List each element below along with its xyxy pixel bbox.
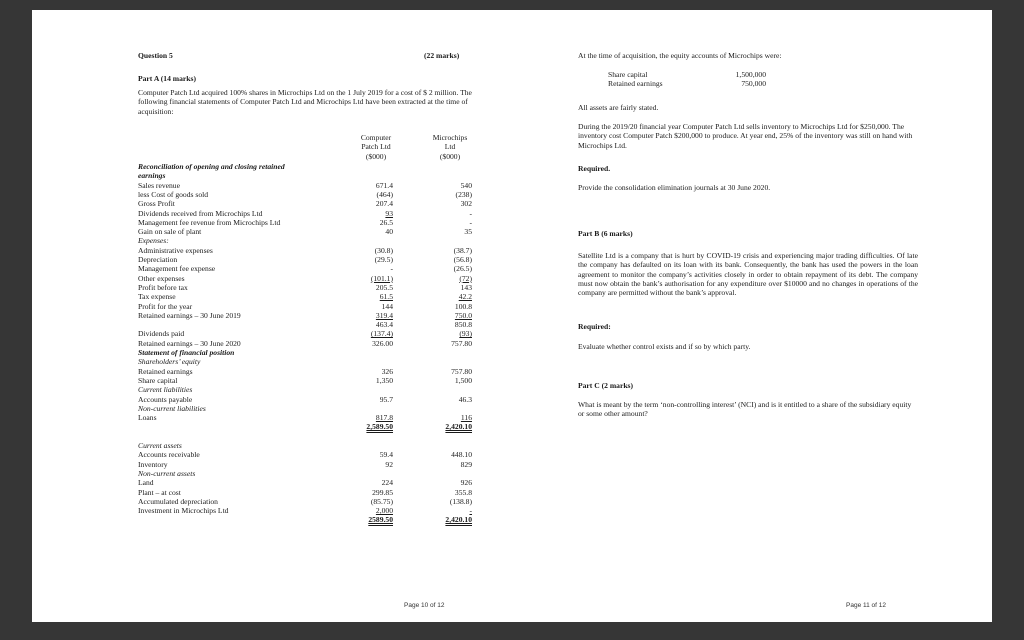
table-cell-computer-patch: 92 — [385, 459, 393, 469]
table-cell-computer-patch: 224 — [381, 478, 393, 488]
page-number-right: Page 11 of 12 — [846, 602, 886, 609]
table-row-label: Current assets — [138, 441, 182, 450]
table-cell-computer-patch: 326.00 — [372, 338, 393, 348]
table-cell-computer-patch: 2,000 — [375, 506, 393, 516]
table-cell-microchips: 540 — [460, 180, 472, 190]
inventory-paragraph: During the 2019/20 financial year Computer Patch Ltd sells inventory to Microchips Ltd for $250,000. The inventory cost Computer Patch $200,000 to produce. At year end, 25% of the inventory was still on hand with Microchips Ltd. — [578, 122, 913, 150]
equity-value-retained-earnings: 750,000 — [741, 79, 766, 88]
table-row-label: Reconciliation of opening and closing retained — [138, 162, 285, 171]
table-cell-microchips: 926 — [460, 478, 472, 488]
table-cell-computer-patch: (85.75) — [370, 496, 393, 506]
table-row-label: Dividends paid — [138, 329, 185, 339]
table-cell-computer-patch: 95.7 — [379, 394, 393, 404]
table-row-label: Dividends received from Microchips Ltd — [138, 208, 263, 218]
table-cell-computer-patch: 2,589.50 — [366, 422, 393, 432]
table-row-label: Loans — [138, 413, 157, 423]
table-row-label: Plant – at cost — [138, 487, 181, 497]
table-row-label: Shareholders’ equity — [138, 357, 201, 367]
table-cell-microchips: 2,420.10 — [445, 515, 472, 525]
table-cell-computer-patch: (101.1) — [370, 273, 393, 283]
col-b-header-line: Ltd — [444, 142, 456, 152]
table-row-label: Accounts payable — [138, 394, 193, 404]
table-cell-microchips: - — [469, 208, 472, 218]
table-row-label: Investment in Microchips Ltd — [138, 506, 229, 516]
table-row-label: Current liabilities — [138, 385, 193, 395]
table-row-label: Profit for the year — [138, 301, 193, 311]
table-cell-microchips: 42.2 — [458, 292, 472, 302]
table-row-label: Management fee revenue from Microchips Ltd — [138, 217, 281, 227]
table-cell-microchips: (26.5) — [453, 264, 472, 274]
table-cell-computer-patch: 1,350 — [375, 375, 393, 385]
table-cell-microchips: 750.0 — [454, 310, 472, 320]
question-marks: (22 marks) — [424, 51, 460, 60]
column-header-computer-patch — [350, 133, 402, 161]
table-cell-microchips: 757.80 — [451, 366, 472, 376]
table-cell-microchips: 35 — [464, 227, 472, 237]
table-cell-microchips: 850.8 — [454, 320, 472, 330]
table-row-label: Gross Profit — [138, 199, 175, 209]
table-cell-microchips: (72) — [459, 273, 472, 283]
table-cell-microchips: (56.8) — [453, 255, 472, 264]
table-cell-computer-patch: (30.8) — [374, 245, 393, 255]
table-cell-microchips: 355.8 — [454, 487, 472, 497]
table-cell-microchips: (238) — [455, 189, 472, 199]
table-cell-microchips: - — [469, 217, 472, 227]
question-title: Question 5 — [138, 51, 173, 60]
col-a-header-line: Patch Ltd — [361, 142, 391, 152]
table-cell-computer-patch: 463.4 — [375, 320, 393, 330]
table-cell-computer-patch: (464) — [376, 189, 393, 199]
table-cell-microchips: 46.3 — [458, 394, 472, 404]
part-a-title: Part A (14 marks) — [138, 74, 196, 83]
table-cell-microchips: (93) — [459, 329, 472, 339]
table-cell-microchips: - — [469, 506, 472, 516]
table-cell-computer-patch: 59.4 — [379, 450, 393, 460]
col-b-header-line: ($000) — [439, 151, 461, 161]
table-cell-computer-patch: - — [390, 264, 393, 274]
table-row-label: Other expenses — [138, 273, 185, 283]
table-row-label: Retained earnings – 30 June 2020 — [138, 338, 241, 348]
equity-label-retained-earnings: Retained earnings — [608, 79, 663, 88]
table-cell-computer-patch: 93 — [385, 208, 393, 218]
column-header-microchips — [424, 133, 476, 161]
table-row-label: Land — [138, 478, 154, 488]
table-cell-microchips: 116 — [460, 413, 472, 423]
table-cell-microchips: 143 — [460, 282, 472, 292]
part-b-paragraph: Satellite Ltd is a company that is hurt by COVID-19 crisis and experiencing major trading difficulties. Of late the company has defaulted on its loan with its bank. Consequently, the bank has used the powers in the loan agreement to monitor the company’s activities closely in order to obtain repayment of its debt. The company must now obtain the bank’s authorisation for any expenditure over $10000 and no changes in operations of the company are permitted without the bank’s approval. — [578, 251, 918, 298]
table-row-label: Retained earnings – 30 June 2019 — [138, 310, 241, 320]
table-row-label: Depreciation — [138, 255, 178, 264]
col-b-header-line: Microchips — [432, 133, 468, 142]
table-cell-microchips: (38.7) — [453, 245, 472, 255]
equity-label-share-capital: Share capital — [608, 70, 648, 79]
table-cell-computer-patch: 319.4 — [375, 310, 393, 320]
table-cell-computer-patch: 207.4 — [375, 199, 393, 209]
table-row-label: Management fee expense — [138, 264, 216, 274]
part-c-paragraph: What is meant by the term ‘non-controlling interest’ (NCI) and is it entitled to a share of the subsidiary equity or some other amount? — [578, 400, 912, 419]
required-b-heading: Required: — [578, 322, 611, 331]
table-row-label: Tax expense — [138, 292, 176, 302]
assets-note: All assets are fairly stated. — [578, 103, 659, 112]
table-row-label: earnings — [138, 171, 166, 181]
table-cell-microchips: 100.8 — [454, 301, 472, 311]
table-cell-microchips: 302 — [460, 199, 472, 209]
table-row-label: Share capital — [138, 375, 178, 385]
table-row-label: Gain on sale of plant — [138, 227, 202, 237]
table-row-label: Profit before tax — [138, 282, 188, 292]
table-row-label: Inventory — [138, 459, 168, 469]
table-cell-computer-patch: 2589.50 — [368, 515, 393, 525]
table-row-label: Statement of financial position — [138, 348, 235, 357]
equity-intro: At the time of acquisition, the equity accounts of Microchips were: — [578, 51, 782, 60]
table-row-label: Non-current assets — [138, 468, 196, 478]
part-b-title: Part B (6 marks) — [578, 229, 633, 238]
table-row-label: Retained earnings — [138, 366, 193, 376]
table-cell-microchips: 2,420.10 — [445, 422, 472, 432]
table-cell-microchips: 448.10 — [451, 450, 472, 460]
table-cell-computer-patch: 326 — [381, 366, 393, 376]
table-row-label: Sales revenue — [138, 180, 180, 190]
table-row-label: less Cost of goods sold — [138, 189, 209, 199]
document-page-right — [512, 10, 992, 622]
table-cell-computer-patch: 205.5 — [375, 282, 393, 292]
col-a-header-line: Computer — [360, 133, 392, 142]
table-cell-microchips: 757.80 — [451, 338, 472, 348]
table-cell-computer-patch: 299.85 — [372, 487, 393, 497]
table-row-label: Accumulated depreciation — [138, 496, 218, 506]
table-row-label: Expenses: — [138, 236, 169, 246]
table-cell-microchips: 829 — [460, 459, 472, 469]
table-cell-computer-patch: 671.4 — [375, 180, 393, 190]
table-cell-computer-patch: 144 — [381, 301, 393, 311]
table-cell-computer-patch: 40 — [385, 227, 393, 237]
page-number-left: Page 10 of 12 — [404, 602, 445, 609]
equity-value-share-capital: 1,500,000 — [735, 70, 766, 79]
table-cell-computer-patch: (137.4) — [370, 329, 393, 339]
required-a-heading: Required. — [578, 164, 611, 173]
table-cell-microchips: 1,500 — [454, 375, 472, 385]
part-c-title: Part C (2 marks) — [578, 381, 634, 390]
document-page-left — [32, 10, 512, 622]
table-cell-microchips: (138.8) — [449, 496, 472, 506]
table-cell-computer-patch: 26.5 — [379, 217, 393, 227]
part-a-intro: Computer Patch Ltd acquired 100% shares in Microchips Ltd on the 1 July 2019 for a cost of $ 2 million. The following financial statements of Computer Patch Ltd and Microchips Ltd have been extracted at the time of acquisition: — [138, 88, 472, 116]
part-a-task: Provide the consolidation elimination journals at 30 June 2020. — [578, 183, 771, 192]
table-row-label: Accounts receivable — [138, 450, 200, 460]
table-row-label: Non-current liabilities — [138, 403, 206, 413]
table-row-label: Administrative expenses — [138, 245, 213, 255]
part-b-task: Evaluate whether control exists and if so by which party. — [578, 342, 751, 351]
table-cell-computer-patch: 817.8 — [375, 413, 393, 423]
col-a-header-line: ($000) — [365, 151, 387, 161]
table-cell-computer-patch: (29.5) — [374, 255, 393, 264]
table-cell-computer-patch: 61.5 — [379, 292, 393, 302]
